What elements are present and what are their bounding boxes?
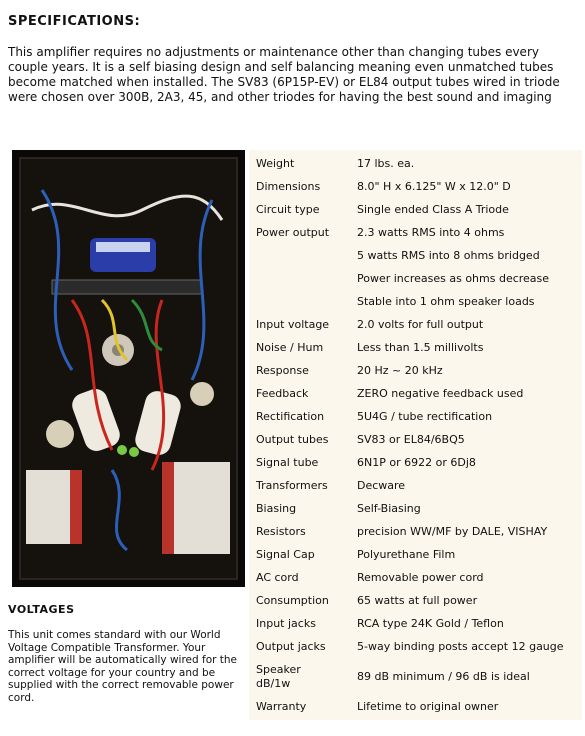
spec-label: Warranty <box>256 700 307 713</box>
spec-label: Input jacks <box>256 617 316 630</box>
spec-value: Less than 1.5 millivolts <box>357 341 484 354</box>
spec-label: Biasing <box>256 502 297 515</box>
spec-value: 89 dB minimum / 96 dB is ideal <box>357 670 530 683</box>
spec-value: Self-Biasing <box>357 502 421 515</box>
spec-value: 2.0 volts for full output <box>357 318 484 331</box>
spec-value: 5 watts RMS into 8 ohms bridged <box>357 249 540 262</box>
spec-label: Speaker <box>256 663 301 676</box>
spec-label: Output tubes <box>256 433 329 446</box>
spec-label: AC cord <box>256 571 299 584</box>
spec-value: Single ended Class A Triode <box>357 203 509 216</box>
spec-label: Feedback <box>256 387 309 400</box>
spec-label: Signal Cap <box>256 548 315 561</box>
spec-label: Rectification <box>256 410 325 423</box>
spec-value: Decware <box>357 479 406 492</box>
spec-label-line2: dB/1w <box>256 677 291 690</box>
spec-value: Stable into 1 ohm speaker loads <box>357 295 535 308</box>
spec-label: Response <box>256 364 309 377</box>
spec-value: SV83 or EL84/6BQ5 <box>357 433 465 446</box>
spec-value: 17 lbs. ea. <box>357 157 415 170</box>
spec-label: Weight <box>256 157 295 170</box>
voltages-paragraph: This unit comes standard with our World Voltage Compatible Transformer. Your amplifier will be automatically wired for the correct voltage for your country and be supplied with the correct removable power cord. <box>8 629 238 704</box>
spec-label: Signal tube <box>256 456 319 469</box>
spec-label: Dimensions <box>256 180 321 193</box>
spec-value: RCA type 24K Gold / Teflon <box>357 617 504 630</box>
amplifier-chassis-photo <box>12 150 245 587</box>
spec-value: Polyurethane Film <box>357 548 456 561</box>
spec-value: 5-way binding posts accept 12 gauge <box>357 640 564 653</box>
spec-value: ZERO negative feedback used <box>357 387 524 400</box>
spec-label: Transformers <box>256 479 328 492</box>
spec-label: Consumption <box>256 594 329 607</box>
spec-value: Lifetime to original owner <box>357 700 499 713</box>
spec-value: 8.0" H x 6.125" W x 12.0" D <box>357 180 511 193</box>
spec-label: Circuit type <box>256 203 320 216</box>
spec-label: Power output <box>256 226 330 239</box>
spec-label: Resistors <box>256 525 306 538</box>
spec-value: Power increases as ohms decrease <box>357 272 550 285</box>
spec-value: precision WW/MF by DALE, VISHAY <box>357 525 548 538</box>
intro-paragraph: This amplifier requires no adjustments or maintenance other than changing tubes every couple years. It is a self biasing design and self balancing meaning even unmatched tubes become matched when installed. The SV83 (6P15P-EV) or EL84 output tubes wired in triode were chosen over 300B, 2A3, 45, and other triodes for having the best sound and imaging <box>8 45 560 104</box>
specs-table <box>249 150 582 720</box>
spec-label: Input voltage <box>256 318 330 331</box>
page-title: SPECIFICATIONS: <box>8 14 141 29</box>
spec-value: 65 watts at full power <box>357 594 478 607</box>
spec-label: Noise / Hum <box>256 341 324 354</box>
chassis-illustration <box>12 150 245 587</box>
spec-label: Output jacks <box>256 640 326 653</box>
spec-value: 5U4G / tube rectification <box>357 410 493 423</box>
spec-value: 2.3 watts RMS into 4 ohms <box>357 226 505 239</box>
spec-value: 6N1P or 6922 or 6Dj8 <box>357 456 476 469</box>
spec-value: Removable power cord <box>357 571 484 584</box>
voltages-heading: VOLTAGES <box>8 603 75 616</box>
spec-value: 20 Hz ~ 20 kHz <box>357 364 443 377</box>
